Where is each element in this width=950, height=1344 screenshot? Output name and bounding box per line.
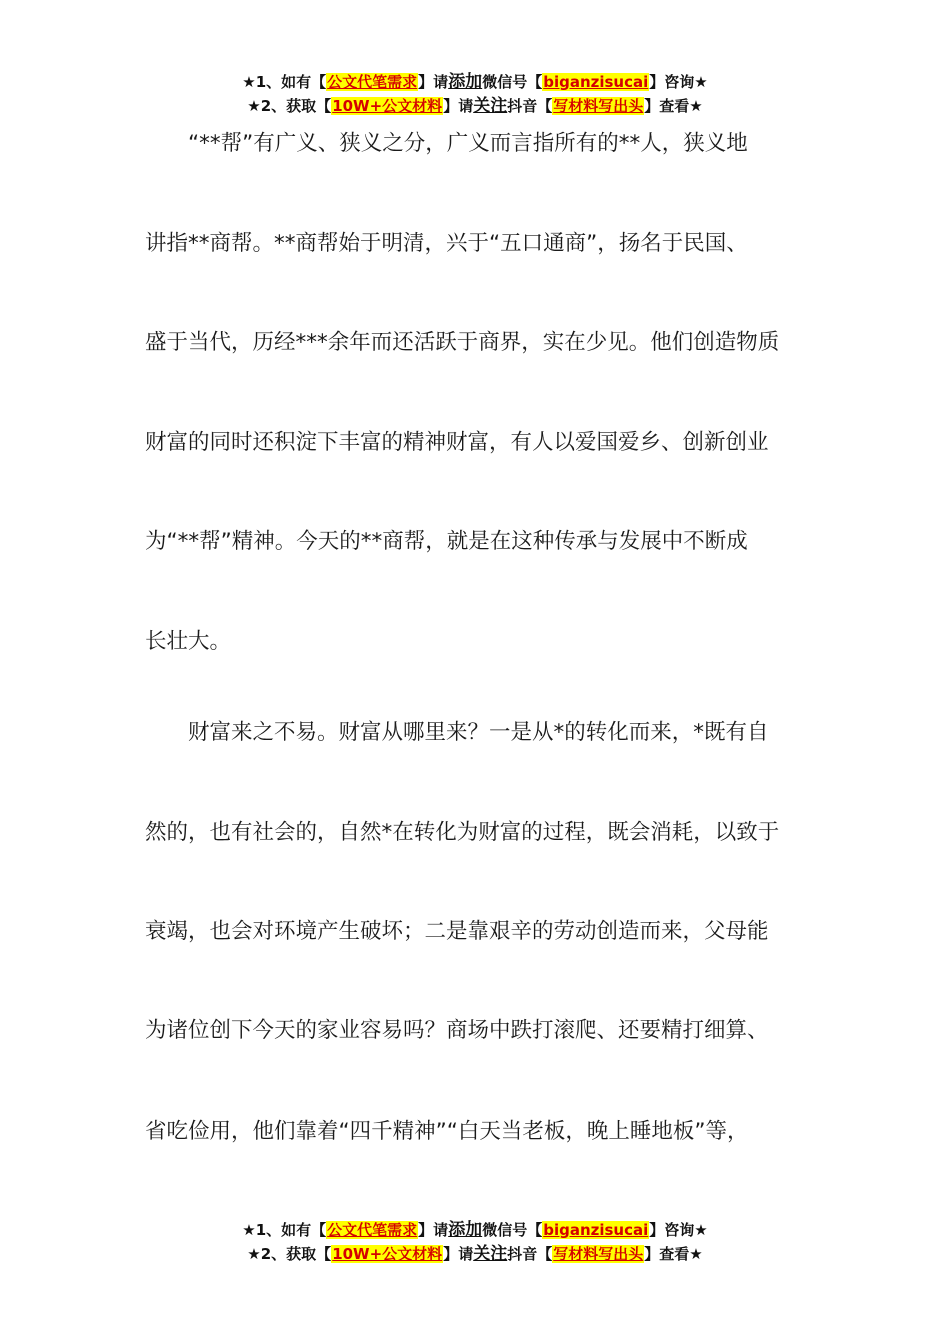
body-line: 衰竭，也会对环境产生破坏；二是靠艰辛的劳动创造而来，父母能 [145,919,769,944]
banner-emphasis: 添加 [448,1220,483,1240]
banner-emphasis: 添加 [448,72,483,92]
highlight-douyin-account: 写材料写出头 [553,97,644,115]
banner-emphasis: 关注 [473,1244,508,1264]
banner-text: 】咨询★ [649,73,708,91]
body-line: 为“**帮”精神。今天的**商帮，就是在这种传承与发展中不断成 [145,529,748,554]
banner-emphasis: 关注 [473,96,508,116]
banner-text: 】请 [443,1245,474,1263]
banner-text: 微信号【 [482,1221,543,1239]
banner-text: 抖音【 [507,1245,553,1263]
highlight-wechat-id: biganzisucai [543,1221,649,1239]
banner-line-1 [0,1218,950,1242]
banner-text: 】请 [418,73,449,91]
highlight-materials: 10W+公文材料 [332,97,443,115]
banner-text: ★1、如有【 [242,73,327,91]
banner-text: ★1、如有【 [242,1221,327,1239]
banner-text: ★2、获取【 [247,97,332,115]
highlight-materials: 10W+公文材料 [332,1245,443,1263]
highlight-service: 公文代笔需求 [327,73,418,91]
body-line: 省吃俭用，他们靠着“四千精神”“白天当老板，晚上睡地板”等， [145,1119,749,1144]
body-line: 盛于当代，历经***余年而还活跃于商界，实在少见。他们创造物质 [145,330,780,355]
body-line: 然的，也有社会的，自然*在转化为财富的过程，既会消耗，以致于 [145,820,780,845]
banner-text: 】查看★ [644,97,703,115]
body-line: 长壮大。 [145,629,232,654]
highlight-service: 公文代笔需求 [327,1221,418,1239]
banner-text: 】请 [418,1221,449,1239]
banner-text: 】查看★ [644,1245,703,1263]
highlight-douyin-account: 写材料写出头 [553,1245,644,1263]
banner-text: 】请 [443,97,474,115]
banner-text: 抖音【 [507,97,553,115]
body-line: 财富来之不易。财富从哪里来？一是从*的转化而来，*既有自 [145,720,769,745]
body-line: 讲指**商帮。**商帮始于明清，兴于“五口通商”，扬名于民国、 [145,231,748,256]
body-line: 为诸位创下今天的家业容易吗？商场中跌打滚爬、还要精打细算、 [145,1018,769,1043]
banner-text: ★2、获取【 [247,1245,332,1263]
body-line: “**帮”有广义、狭义之分，广义而言指所有的**人，狭义地 [145,131,748,156]
header-banner [0,70,950,118]
body-line: 财富的同时还积淀下丰富的精神财富，有人以爱国爱乡、创新创业 [145,430,769,455]
banner-text: 】咨询★ [649,1221,708,1239]
banner-line-1 [0,70,950,94]
banner-line-2 [0,94,950,118]
highlight-wechat-id: biganzisucai [543,73,649,91]
banner-text: 微信号【 [482,73,543,91]
footer-banner [0,1218,950,1266]
banner-line-2 [0,1242,950,1266]
